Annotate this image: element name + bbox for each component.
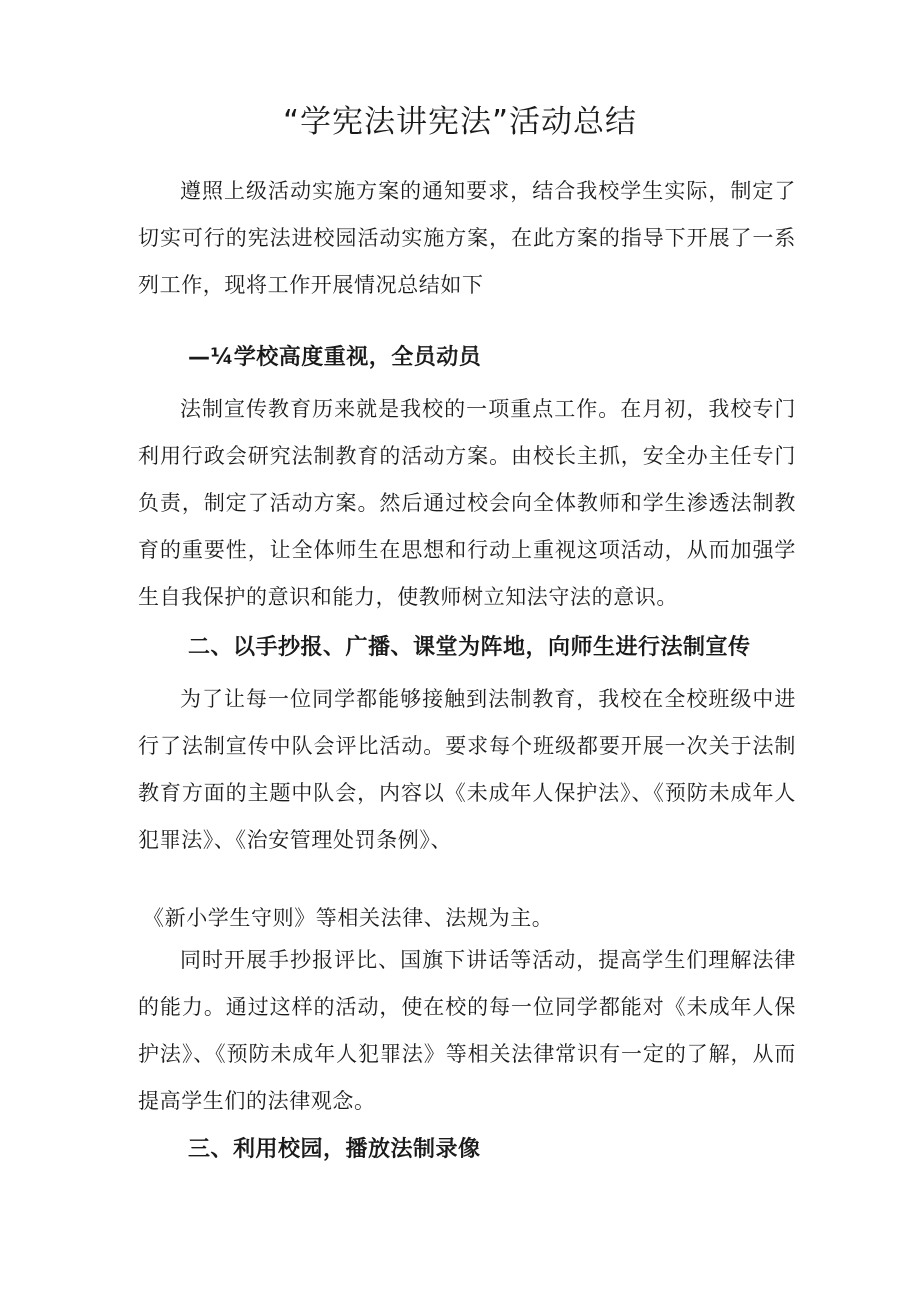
intro-paragraph: 遵照上级活动实施方案的通知要求，结合我校学生实际，制定了切实可行的宪法进校园活动实施方案，在此方案的指导下开展了一系列工作，现将工作开展情况总结如下: [138, 179, 796, 297]
section-1-heading: —¼学校高度重视，全员动员: [188, 345, 482, 370]
section-2-paragraph-3: 同时开展手抄报评比、国旗下讲话等活动，提高学生们理解法律的能力。通过这样的活动，使在校的每一位同学都能对《未成年人保护法》、《预防未成年人犯罪法》等相关法律常识有一定的了解，从而提高学生们的法律观念。: [138, 948, 796, 1113]
section-3-heading: 三、利用校园，播放法制录像: [188, 1137, 481, 1162]
section-2-heading: 二、以手抄报、广播、课堂为阵地，向师生进行法制宣传: [188, 635, 751, 660]
section-2-paragraph-2: 《新小学生守则》等相关法律、法规为主。: [143, 906, 554, 930]
document-title: “学宪法讲宪法”活动总结: [282, 104, 638, 140]
section-1-paragraph: 法制宣传教育历来就是我校的一项重点工作。在月初，我校专门利用行政会研究法制教育的活动方案。由校长主抓，安全办主任专门负责，制定了活动方案。然后通过校会向全体教师和学生渗透法制教育的重要性，让全体师生在思想和行动上重视这项活动，从而加强学生自我保护的意识和能力，使教师树立知法守法的意识。: [138, 397, 796, 609]
section-2-paragraph-1: 为了让每一位同学都能够接触到法制教育，我校在全校班级中进行了法制宣传中队会评比活动。要求每个班级都要开展一次关于法制教育方面的主题中队会，内容以《未成年人保护法》、《预防未成年人犯罪法》、《治安管理处罚条例》、: [138, 687, 796, 852]
